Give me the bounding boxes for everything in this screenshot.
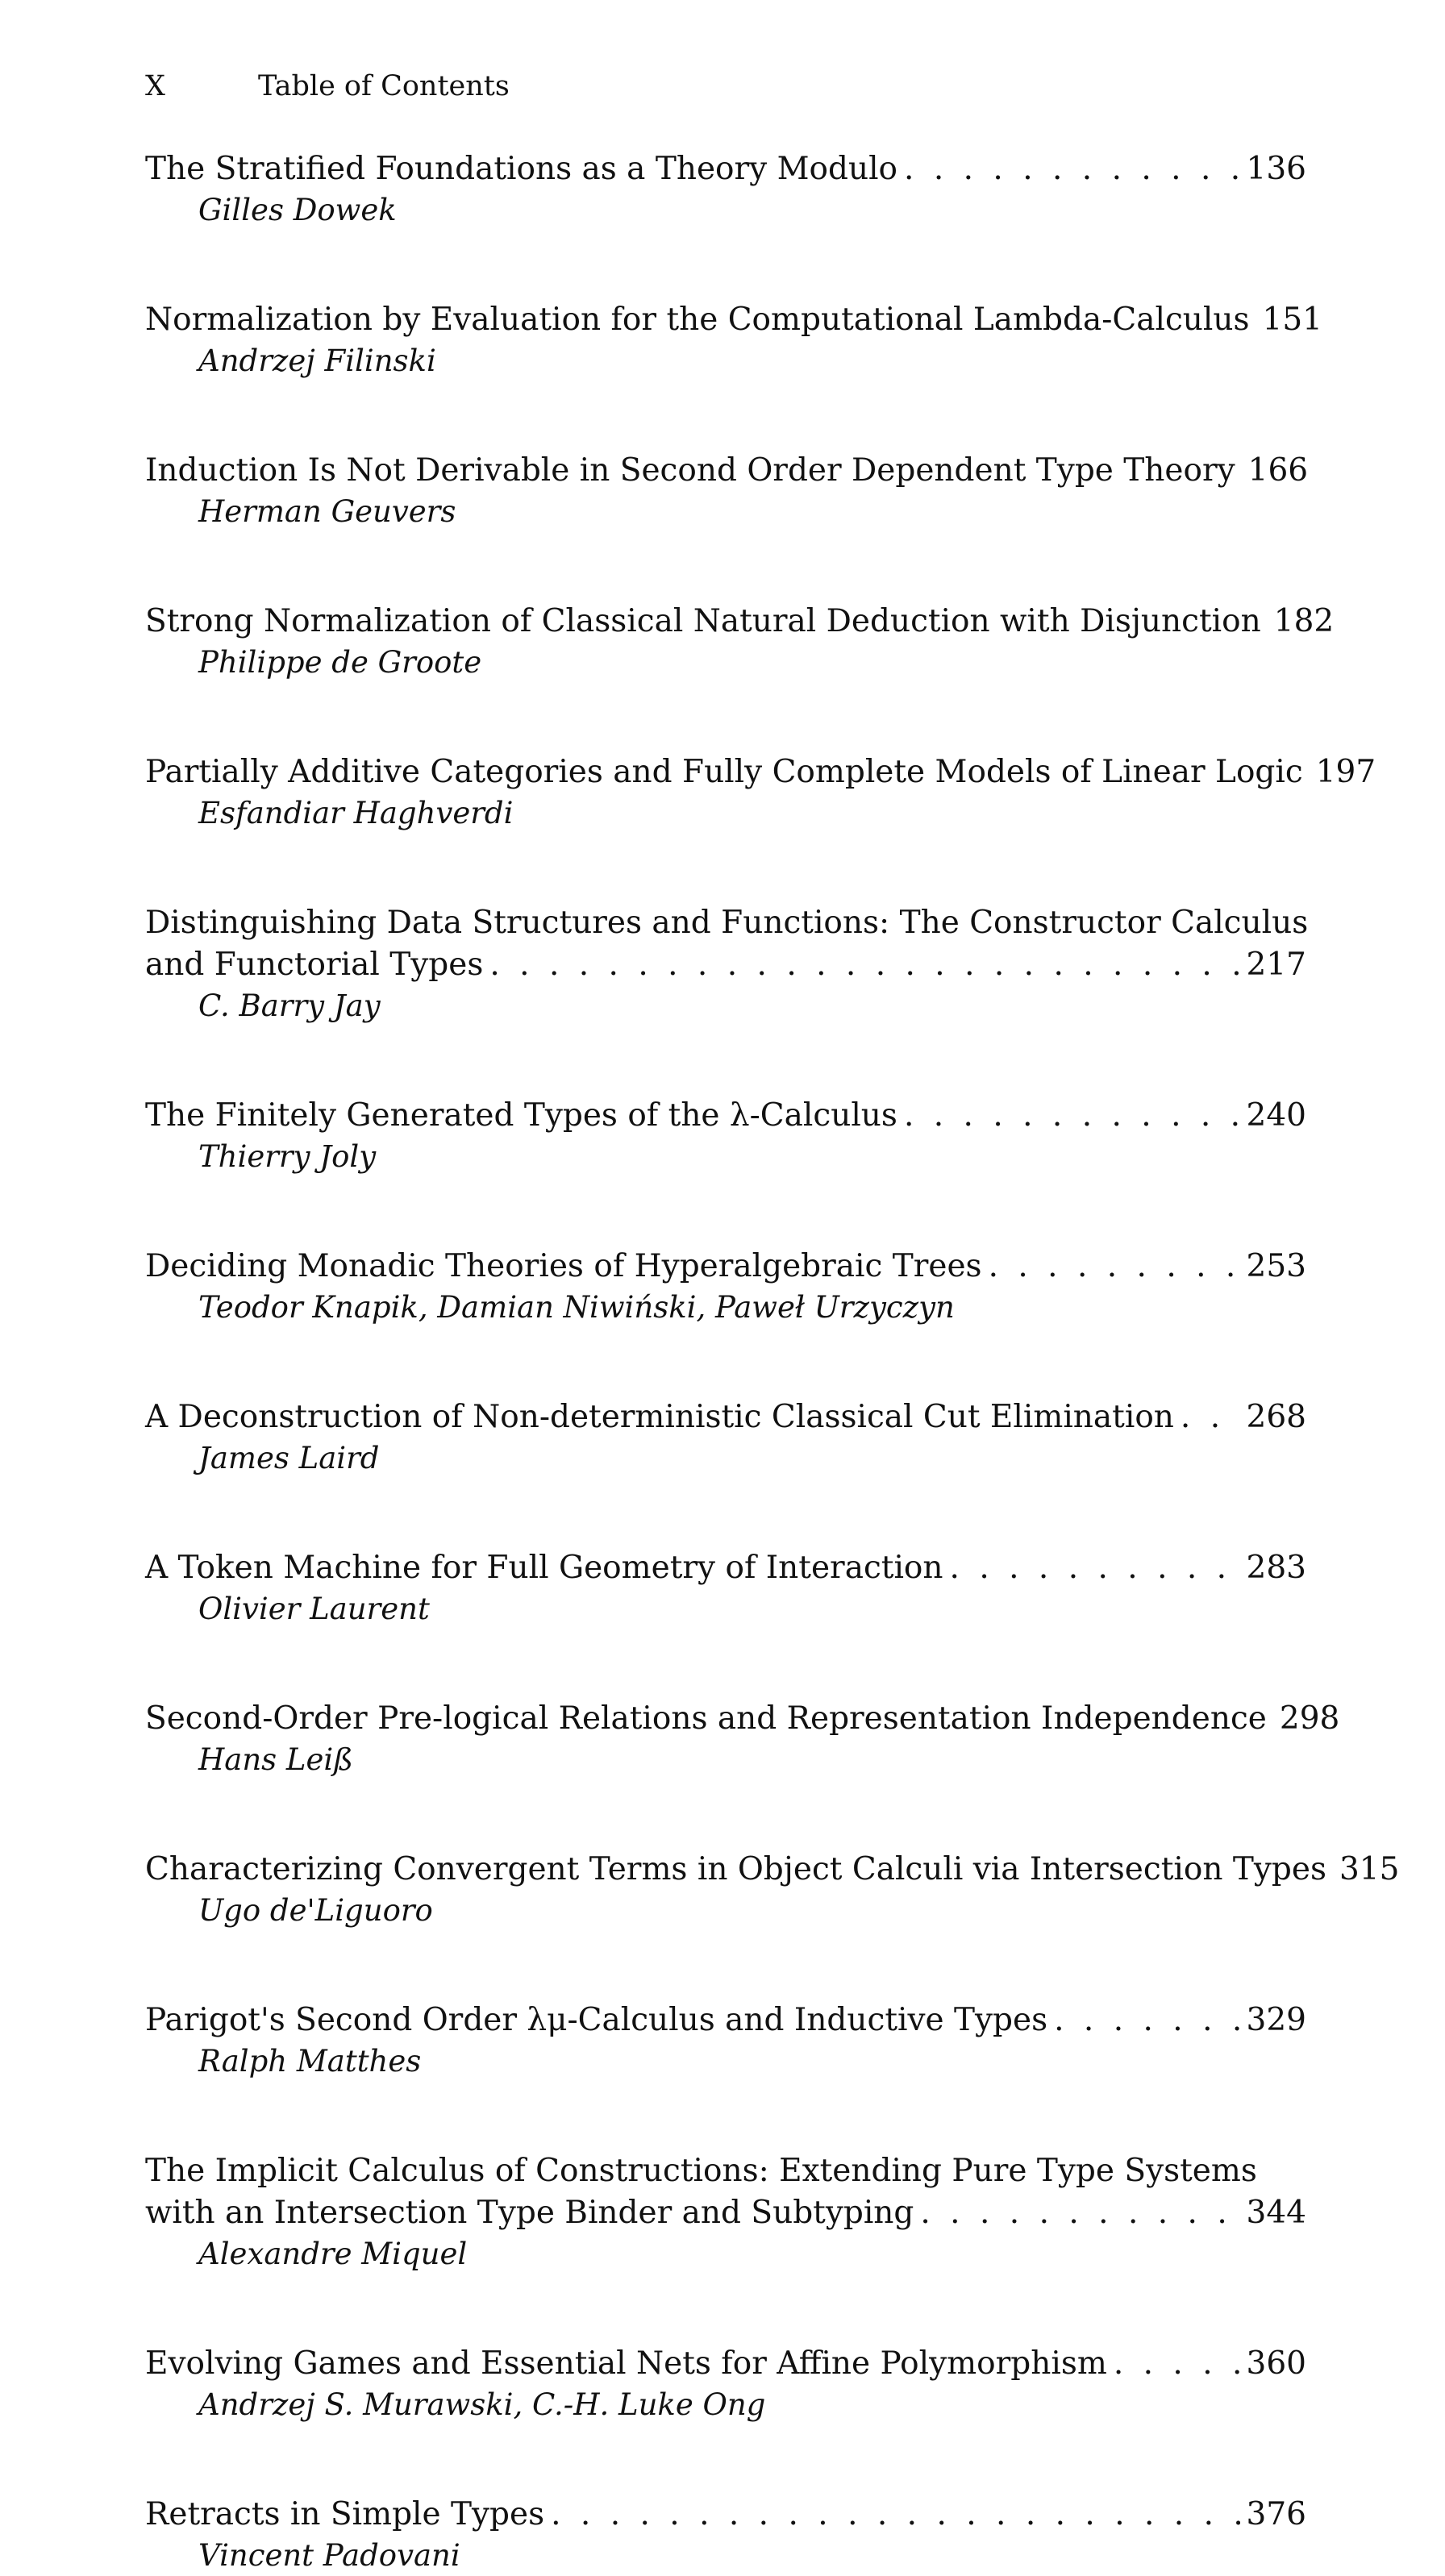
toc-entry bbox=[145, 2150, 1306, 2274]
entry-page-number: 240 bbox=[1246, 1097, 1306, 1134]
toc-entry bbox=[145, 1849, 1400, 1931]
entry-title-line bbox=[145, 2494, 1306, 2536]
entry-authors: Olivier Laurent bbox=[198, 1592, 430, 1626]
entry-title: A Deconstruction of Non-deterministic Classical Cut Elimination bbox=[145, 1399, 1174, 1435]
entry-title: Strong Normalization of Classical Natural Deduction with Disjunction bbox=[145, 603, 1261, 639]
entry-page-number: 329 bbox=[1246, 2002, 1306, 2038]
dot-leader bbox=[904, 148, 1240, 190]
entry-authors: Hans Leiß bbox=[198, 1742, 353, 1777]
toc-entry bbox=[145, 1396, 1306, 1479]
entry-page-number: 166 bbox=[1247, 452, 1309, 489]
dot-leader bbox=[950, 1547, 1240, 1589]
toc-entry bbox=[145, 1095, 1306, 1177]
toc-entry bbox=[145, 2494, 1306, 2576]
entry-title: Second-Order Pre-logical Relations and Representation Independence bbox=[145, 1700, 1267, 1737]
dot-leader bbox=[1054, 2000, 1239, 2041]
table-of-contents bbox=[145, 148, 1400, 2576]
entry-title: A Token Machine for Full Geometry of Interaction bbox=[145, 1550, 943, 1586]
entry-title-line bbox=[145, 2343, 1306, 2385]
entry-authors: Esfandiar Haghverdi bbox=[198, 796, 514, 830]
entry-title: Characterizing Convergent Terms in Object Calculi via Intersection Types bbox=[145, 1851, 1326, 1887]
entry-title-line bbox=[145, 1698, 1340, 1740]
entry-title: Parigot's Second Order λμ-Calculus and Inductive Types bbox=[145, 2002, 1048, 2038]
entry-title: and Functorial Types bbox=[145, 947, 484, 983]
entry-title-first-line: The Implicit Calculus of Constructions: Extending Pure Type Systems bbox=[145, 2153, 1257, 2189]
entry-title-line bbox=[145, 1246, 1306, 1288]
toc-entry bbox=[145, 2343, 1306, 2425]
entry-title-line bbox=[145, 1849, 1400, 1891]
toc-entry bbox=[145, 148, 1306, 231]
entry-authors: Vincent Padovani bbox=[198, 2538, 460, 2573]
entry-page-number: 182 bbox=[1273, 603, 1335, 639]
entry-page-number: 315 bbox=[1339, 1851, 1400, 1887]
entry-authors: Gilles Dowek bbox=[198, 193, 397, 227]
entry-title: The Stratified Foundations as a Theory Modulo bbox=[145, 151, 898, 187]
entry-title-line bbox=[145, 1547, 1306, 1589]
entry-title: with an Intersection Type Binder and Subtyping bbox=[145, 2195, 914, 2231]
running-head bbox=[145, 66, 1306, 106]
entry-page-number: 360 bbox=[1246, 2345, 1306, 2382]
toc-entry bbox=[145, 1246, 1306, 1328]
entry-title-line bbox=[145, 2000, 1306, 2041]
entry-page-number: 268 bbox=[1246, 1399, 1306, 1435]
entry-authors: Andrzej Filinski bbox=[198, 343, 436, 378]
toc-entry bbox=[145, 1698, 1340, 1780]
toc-entry bbox=[145, 902, 1309, 1026]
entry-title-line bbox=[145, 1095, 1306, 1137]
dot-leader bbox=[489, 944, 1239, 986]
entry-title-line bbox=[145, 751, 1376, 793]
entry-authors: James Laird bbox=[198, 1441, 380, 1475]
page-folio: X bbox=[145, 70, 165, 102]
entry-page-number: 298 bbox=[1279, 1700, 1340, 1737]
entry-page-number: 197 bbox=[1315, 754, 1376, 790]
entry-title-first-line: Distinguishing Data Structures and Functions: The Constructor Calculus bbox=[145, 905, 1309, 941]
dot-leader bbox=[904, 1095, 1240, 1137]
dot-leader bbox=[551, 2494, 1239, 2536]
entry-title-line bbox=[145, 450, 1309, 492]
dot-leader bbox=[1114, 2343, 1240, 2385]
entry-title: Deciding Monadic Theories of Hyperalgebraic Trees bbox=[145, 1248, 982, 1284]
entry-authors: Philippe de Groote bbox=[198, 645, 482, 680]
entry-authors: Ugo de'Liguoro bbox=[198, 1893, 433, 1928]
entry-title: Induction Is Not Derivable in Second Order Dependent Type Theory bbox=[145, 452, 1235, 489]
entry-page-number: 151 bbox=[1262, 302, 1322, 338]
dot-leader bbox=[1181, 1396, 1240, 1438]
toc-entry bbox=[145, 601, 1335, 683]
entry-title: Evolving Games and Essential Nets for Affine Polymorphism bbox=[145, 2345, 1107, 2382]
entry-authors: Teodor Knapik, Damian Niwiński, Paweł Urzyczyn bbox=[198, 1290, 955, 1325]
entry-title-line bbox=[145, 1396, 1306, 1438]
entry-page-number: 283 bbox=[1246, 1550, 1306, 1586]
entry-authors: C. Barry Jay bbox=[198, 988, 381, 1023]
entry-title: Retracts in Simple Types bbox=[145, 2496, 545, 2532]
entry-authors: Thierry Joly bbox=[198, 1139, 377, 1174]
running-head-title: Table of Contents bbox=[258, 70, 510, 102]
toc-entry bbox=[145, 450, 1309, 532]
toc-entry bbox=[145, 299, 1322, 381]
entry-page-number: 344 bbox=[1246, 2195, 1306, 2231]
toc-entry bbox=[145, 1547, 1306, 1629]
dot-leader bbox=[989, 1246, 1240, 1288]
entry-title-line bbox=[145, 944, 1306, 986]
entry-authors: Alexandre Miquel bbox=[198, 2237, 468, 2271]
entry-authors: Herman Geuvers bbox=[198, 494, 456, 529]
entry-authors: Andrzej S. Murawski, C.-H. Luke Ong bbox=[198, 2387, 766, 2422]
entry-title: Normalization by Evaluation for the Computational Lambda-Calculus bbox=[145, 302, 1250, 338]
entry-page-number: 217 bbox=[1246, 947, 1306, 983]
entry-authors: Ralph Matthes bbox=[198, 2044, 422, 2079]
entry-page-number: 253 bbox=[1246, 1248, 1306, 1284]
dot-leader bbox=[920, 2192, 1239, 2234]
entry-title-line bbox=[145, 2192, 1306, 2234]
entry-page-number: 136 bbox=[1246, 151, 1306, 187]
entry-title-line bbox=[145, 601, 1335, 643]
toc-entry bbox=[145, 2000, 1306, 2082]
entry-title-line bbox=[145, 148, 1306, 190]
entry-page-number: 376 bbox=[1246, 2496, 1306, 2532]
entry-title: Partially Additive Categories and Fully Complete Models of Linear Logic bbox=[145, 754, 1303, 790]
entry-title: The Finitely Generated Types of the λ-Calculus bbox=[145, 1097, 897, 1134]
toc-entry bbox=[145, 751, 1376, 834]
entry-title-line bbox=[145, 299, 1322, 341]
